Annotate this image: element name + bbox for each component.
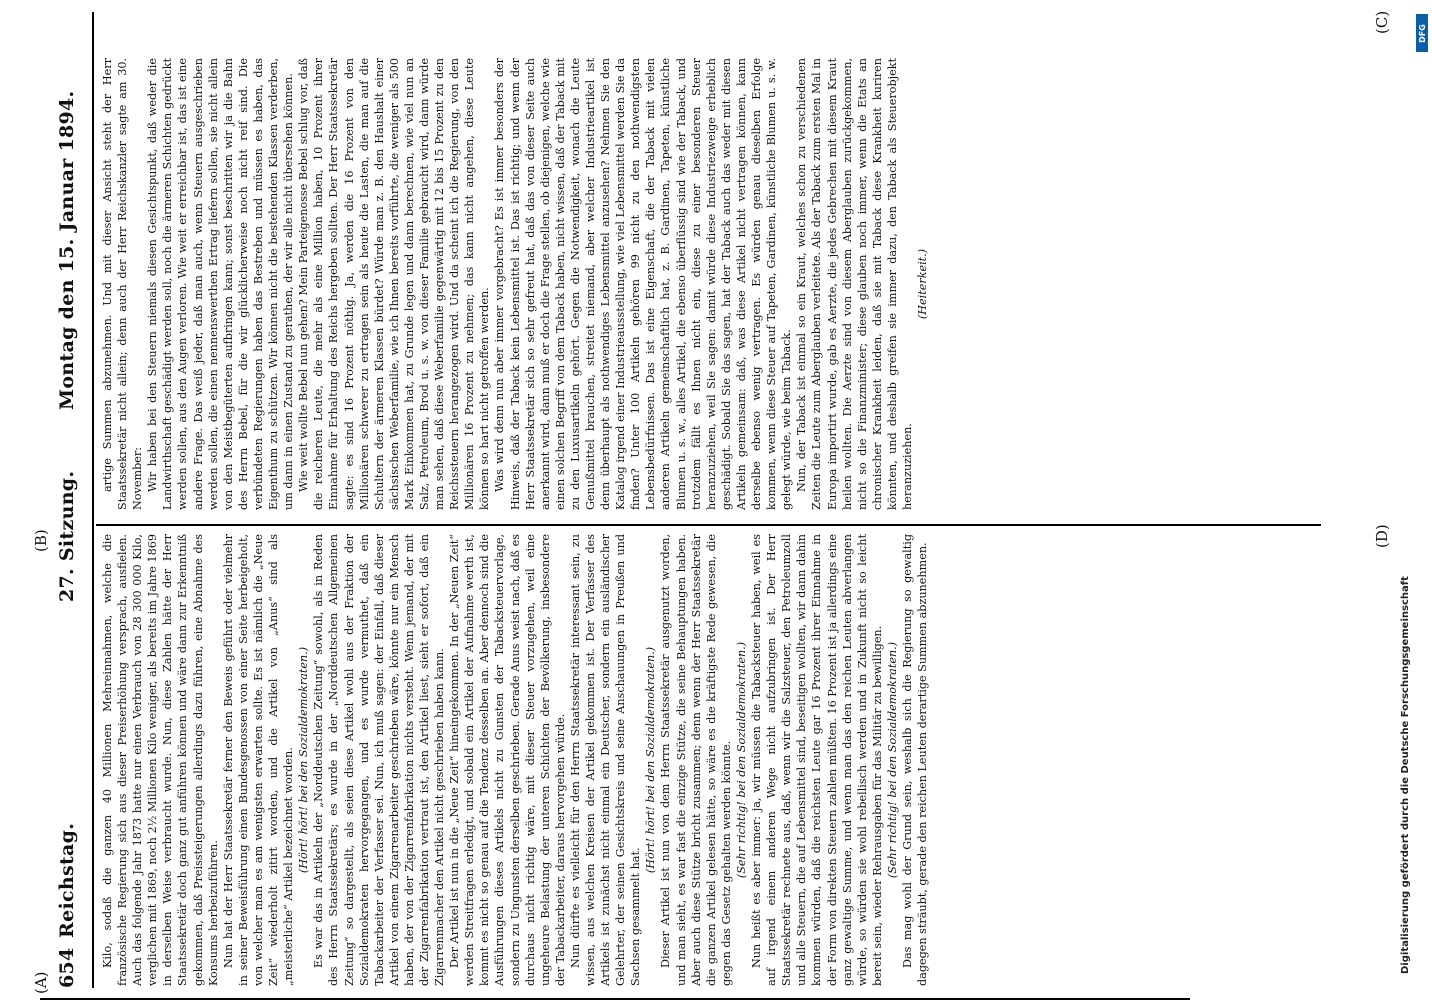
- paragraph: Dieser Artikel ist nun von dem Herrn Staatssekretär ausgenutzt worden, und man sieht, es war fast die einzige Stütze, die seine Behauptungen haben. Aber auch diese Stütze bricht zusammen; denn wenn der Herr Staatssekretär die ganzen Artikel gelesen hätte, so wäre es die kräftigste Rede gewesen, die gegen das Gesetz gehalten werden könnte.: [659, 534, 733, 986]
- paragraph: Wie weit wollte Bebel nun gehen? Mein Parteigenosse Bebel schlug vor, daß die reicheren Leute, die mehr als eine Million haben, 10 Prozent ihrer Einnahme für Erhaltung des Reichs hergeben sollten. Der Herr Staatssekretär sagte: es sind 16 Prozent nöthig. Ja, werden die 16 Prozent von den Millionären schwerer zu ertragen sein als heute die Lasten, die man auf die Schultern der ärmeren Klassen bürdet? Würde man z. B. den Haushalt einer sächsischen Weberfamilie, wie ich Ihnen bereits vorführte, die weniger als 500 Mark Einkommen hat, zu Grunde legen und dann berechnen, wie viel nun an Salz, Petroleum, Brod u. s. w. von dieser Familie gebraucht wird, dann würde man sehen, daß diese Weberfamilie gegenwärtig mit 12 bis 15 Prozent zu den Reichssteuern herangezogen wird. Und da scheint ich die Regierung, von den Millionären 16 Prozent zu nehmen; das kann nicht angehen, diese Leute können so hart nicht getroffen werden.: [297, 58, 492, 510]
- paragraph: Der Artikel ist nun in die „Neue Zeit“ hineingekommen. In der „Neuen Zeit“ werden Streitfragen erledigt, und sobald ein Artikel der Aufnahme werth ist, kommt es nicht so genau auf die Tendenz desselben an. Aber dennoch sind die Ausführungen dieses Artikels nicht zu Gunsten der Tabacksteuervorlage, sondern zu Ungunsten derselben geschrieben. Gerade Anus weist nach, daß es durchaus nicht richtig wäre, mit dieser Steuer vorzugehen, weil eine ungeheure Belastung der unteren Schichten der Bevölkerung, insbesondere der Tabackarbeiter, daraus hervorgehen würde.: [448, 534, 567, 986]
- session-title: 27. Sitzung.: [56, 470, 78, 602]
- paragraph: Nun, der Taback ist einmal so ein Kraut, welches schon zu verschiedenen Zeiten die Leute zum Aberglauben verleitete. Als der Taback zum ersten Mal in Europa importirt wurde, gab es Aerzte, die jedes Gebrechen mit diesem Kraut heilen wollten. Die Aerzte sind von diesem Aberglauben zurückgekommen, nicht so die Finanzminister; diese glauben noch immer, wenn die Etats an chronischer Krankheit leiden, daß sie mit Taback diese Krankheit kuriren könnten, und deshalb greifen sie immer dazu, den Taback als Steuerobjekt heranzuziehen.: [795, 58, 914, 510]
- paragraph: artige Summen abzunehmen. Und mit dieser Ansicht steht der Herr Staatssekretär nicht allein; denn auch der Herr Reichskanzler sagte am 30. November:: [101, 58, 145, 510]
- digitization-credit: [1400, 14, 1430, 994]
- column-divider: [96, 524, 1321, 526]
- header-rule: [92, 12, 94, 988]
- page-number: 654: [56, 947, 78, 988]
- paragraph: Es war das in Artikeln der „Norddeutschen Zeitung“ sowohl, als in Reden des Herrn Staatssekretärs; es wurde in der „Norddeutschen Allgemeinen Zeitung“ so dargestellt, als seien diese Artikel wohl aus der Fraktion der Sozialdemokraten hervorgegangen, und es wurde vermuthet, daß ein Tabackarbeiter der Verfasser sei. Nun, ich muß sagen: der Einfall, daß dieser Artikel von einem Zigarrenarbeiter geschrieben wäre, könnte nur ein Mensch haben, der von der Zigarrenfabrikation nichts versteht. Wenn jemand, der mit der Zigarrenfabrikation vertraut ist, den Artikel liest, sieht er sofort, daß ein Zigarrenmacher den Artikel nicht geschrieben haben kann.: [312, 534, 447, 986]
- margin-mark-b: (B): [32, 529, 50, 552]
- paragraph: Was wird denn nun aber immer vorgebracht? Es ist immer besonders der Hinweis, daß der Taback kein Lebensmittel ist. Das ist richtig; und wenn der Herr Staatssekretär sich so sehr gefreut hat, daß das von dieser Seite auch anerkannt wird, dann muß er doch die Frage stellen, ob diejenigen, welche wie einen solchen Begriff von dem Taback haben, nicht wissen, daß der Taback mit zu den Luxusartikeln gehört. Gegen die Notwendigkeit, wonach die Leute Genußmittel brauchen, streitet niemand, aber welcher Industrieartikel ist denn überhaupt als nothwendiges Lebensmittel anzusehen? Nehmen Sie den Katalog irgend einer Industrieausstellung, wie viel Lebensmittel werden Sie da finden? Unter 100 Artikeln gehören 99 nicht zu den nothwendigsten Lebensbedürfnissen. Das ist eine Eigenschaft, die der Taback mit vielen anderen Artikeln gemeinschaftlich hat, z. B. Gardinen, Tapeten, künstliche Blumen u. s. w., alles Artikel, die ebenso überflüssig sind wie der Taback, und trotzdem fällt es Ihnen nicht ein, diese zu einer besonderen Steuer heranzuziehen, weil Sie sagen: damit würde diese Industriezweige erheblich geschädigt. Sobald Sie das sagen, hat der Taback auch das weder mit diesen Artikeln gemeinsam: daß, was diese Artikel nicht vertragen können, kann derselbe ebenso wenig vertragen. Es würden genau dieselben Erfolge kommen, wenn diese Steuer auf Tapeten, Gardinen, künstliche Blumen u. s. w. gelegt würde, wie beim Taback.: [493, 58, 794, 510]
- session-date: Montag den 15. Januar 1894.: [56, 90, 78, 410]
- paragraph: Nun dürfte es vielleicht für den Herrn Staatssekretär interessant sein, zu wissen, aus welchen Kreisen der Artikel gekommen ist. Der Verfasser des Artikels ist zunächst nicht einmal ein Deutscher, sondern ein ausländischer Gelehrter, der seinen Gesichtskreis und seine Anschauungen in Preußen und Sachsen gesammelt hat.: [568, 534, 643, 986]
- dfg-logo-text: DFG: [1417, 23, 1427, 43]
- paragraph: Nun hat der Herr Staatssekretär ferner den Beweis geführt oder vielmehr in seiner Beweisführung einen Bundesgenossen von einer Seite herbeigeholt, von welcher man es am wenigsten erwarten sollte. Es ist nämlich die „Neue Zeit“ wiederholt zitirt worden, und die Artikel von „Anus“ sind als „meisterliche“ Artikel bezeichnet worden.: [221, 534, 296, 986]
- paragraph: Nun heißt es aber immer: ja, wir müssen die Tabacksteuer haben, weil es auf irgend einem anderen Wege nicht aufzubringen ist. Der Herr Staatssekretär rechnete aus, daß, wenn wir die Salzsteuer, den Petroleumzoll und alle Steuern, die auf Lebensmittel sind, beseitigen wollten, wir dann dahin kommen würden, daß die reichsten Leute gar 16 Prozent ihrer Einnahme in der Form von direkten Steuern zahlen müßten. 16 Prozent ist ja allerdings eine ganz gewaltige Summe, und wenn man das den reichen Leuten abverlangen würde, so würden sie wohl rebellisch werden und in Zukunft nicht so leicht bereit sein, wieder Rehrausgaben für das Militär zu bewilligen.: [750, 534, 884, 986]
- paragraph: (Hört! hört! bei den Sozialdemokraten.): [297, 646, 311, 874]
- chamber-title: Reichstag.: [56, 822, 78, 938]
- paragraph: Kilo, sodaß die ganzen 40 Millionen Mehreinnahmen, welche die französische Regierung sich aus dieser Preiserhöhung versprach, ausfielen. Auch das folgende Jahr 1873 hatte nur einen Verbrauch von 28 300 000 Kilo, verglichen mit 1869, noch 2½ Millionen Kilo weniger, als bereits im Jahre 1869 in derselben Weise verbraucht wurde. Nun, diese Zahlen hätte der Herr Staatssekretär doch ganz gut anführen können und wäre dann zur Erkenntniß gekommen, daß Preissteigerungen allerdings dazu führen, eine Abnahme des Konsums herbeizuführen.: [101, 534, 220, 986]
- paragraph: (Sehr richtig! bei den Sozialdemokraten.): [885, 641, 899, 879]
- credit-text: Digitalisierung gefördert durch die Deutsche Forschungsgemeinschaft: [1400, 576, 1411, 974]
- paragraph: Wir haben bei den Steuern niemals diesen Gesichtspunkt, daß weder die Landwirthschaft geschädigt werden soll, noch die ärmeren Schichten gedrückt werden sollen, aus den Augen verloren. Wie weit er erreichbar ist, das ist eine andere Frage. Das weiß jeder, daß man auch, wenn Steuern ausgeschrieben werden sollen, die einen nennenswerthen Ertrag liefern sollen, sie nicht allein von den Meistbegüterten aufbringen kann; sonst beschritten wir ja die Bahn des Herrn Bebel, für die wir glücklicherweise noch nicht reif sind. Die verbündeten Regierungen haben das Bestreben und müssen es haben, das Eigenthum zu schützen. Wir können nicht die bestehenden Klassen verderben, um dann in einen Zustand zu gerathen, der wir alle nicht übersehen können.: [146, 58, 296, 510]
- right-column: [100, 58, 1315, 510]
- left-column: [100, 534, 1315, 986]
- dfg-logo: [1416, 14, 1428, 52]
- margin-mark-c: (C): [1373, 10, 1391, 34]
- margin-mark-a: (A): [32, 971, 50, 994]
- paragraph: (Hört! hört! bei den Sozialdemokraten.): [644, 646, 658, 874]
- margin-mark-d: (D): [1373, 524, 1391, 548]
- paragraph: (Heiterkeit.): [916, 248, 930, 320]
- paragraph: Das mag wohl der Grund sein, weshalb sich die Regierung so gewaltig dagegen sträubt, gerade den reichen Leuten derartige Summen abzunehmen.: [900, 534, 930, 986]
- paragraph: (Sehr richtig! bei den Sozialdemokraten.): [734, 641, 748, 879]
- page-header: [56, 12, 86, 988]
